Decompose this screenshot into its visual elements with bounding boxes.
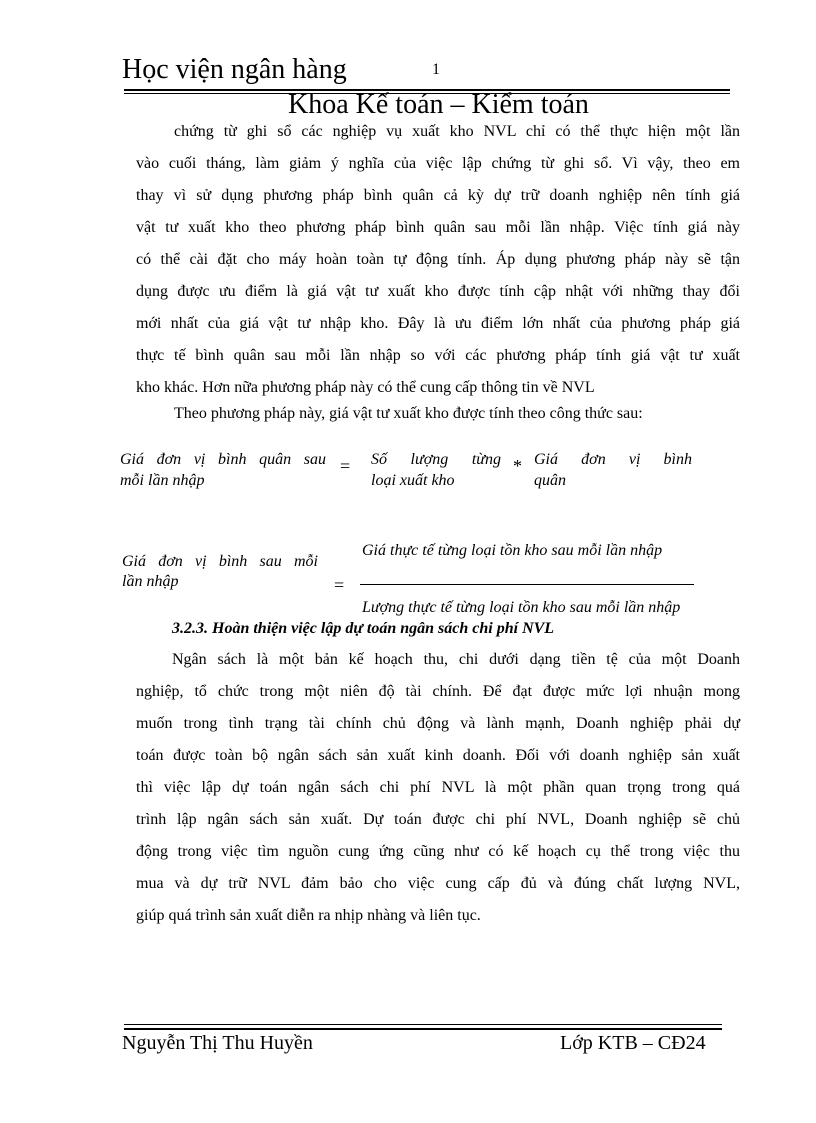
text-line: chứng từ ghi sổ các nghiệp vụ xuất kho NVL chỉ có thể thực hiện một lần — [174, 123, 740, 140]
formula1-mid-line1: Số lượng từng — [371, 451, 501, 468]
text-line: mới nhất của giá vật tư nhập kho. Đây là ưu điểm lớn nhất của phương pháp giá — [136, 315, 740, 332]
text-line: vào cuối tháng, làm giảm ý nghĩa của việc lập chứng từ ghi sổ. Vì vậy, theo em — [136, 155, 740, 172]
text-line: muốn trong tình trạng tài chính chủ động và lành mạnh, Doanh nghiệp phải dự — [136, 715, 740, 732]
formula2-denominator: Lượng thực tế từng loại tồn kho sau mỗi lần nhập — [362, 599, 681, 616]
formula1-left-line1: Giá đơn vị bình quân sau — [120, 451, 326, 468]
footer-class: Lớp KTB – CĐ24 — [560, 1032, 706, 1054]
text-line: Ngân sách là một bản kế hoạch thu, chi dưới dạng tiền tệ của một Doanh — [172, 651, 740, 668]
text-line: thực tế bình quân sau mỗi lần nhập so với các phương pháp tính giá vật tư xuất — [136, 347, 740, 364]
formula1-equals: = — [340, 456, 351, 476]
text-line: trình lập ngân sách sản xuất. Dự toán được chi phí NVL, Doanh nghiệp sẽ chủ — [136, 811, 740, 828]
text-line: nghiệp, tổ chức trong một niên độ tài chính. Để đạt được mức lợi nhuận mong — [136, 683, 740, 700]
text-line: thì việc lập dự toán ngân sách chi phí NVL là một phần quan trọng trong quá — [136, 779, 740, 796]
paragraph-3 — [136, 644, 740, 932]
formula1-right-line2: quân — [534, 472, 566, 489]
text-line: thay vì sử dụng phương pháp bình quân cả kỳ dự trữ doanh nghiệp nên tính giá — [136, 187, 740, 204]
formula1-right-line1: Giá đơn vị bình — [534, 451, 692, 468]
section-heading: 3.2.3. Hoàn thiện việc lập dự toán ngân sách chi phí NVL — [172, 620, 555, 637]
paragraph-2: Theo phương pháp này, giá vật tư xuất kho được tính theo công thức sau: — [174, 405, 643, 422]
text-line: dụng được ưu điểm là giá vật tư xuất kho được tính cập nhật với những thay đổi — [136, 283, 740, 300]
formula1-mid-line2: loại xuất kho — [371, 472, 455, 489]
text-line: động trong việc tìm nguồn cung ứng cũng như có kế hoạch cụ thể trong việc thu — [136, 843, 740, 860]
formula2-equals: = — [334, 575, 345, 595]
text-line: giúp quá trình sản xuất diễn ra nhịp nhàng và liên tục. — [136, 907, 481, 924]
header-faculty: Khoa Kế toán – Kiểm toán — [288, 89, 589, 120]
formula2-left-line1: Giá đơn vị bình sau mỗi — [122, 553, 318, 570]
formula2-left-line2: lần nhập — [122, 573, 179, 590]
footer-rule-top — [124, 1024, 722, 1025]
formula1-left-line2: mỗi lần nhập — [120, 472, 205, 489]
formula1-times: * — [513, 456, 522, 476]
footer-author: Nguyễn Thị Thu Huyền — [122, 1032, 313, 1054]
text-line: mua và dự trữ NVL đảm bảo cho việc cung cấp đủ và đúng chất lượng NVL, — [136, 875, 740, 892]
page-number: 1 — [432, 61, 440, 78]
text-line: kho khác. Hơn nữa phương pháp này có thể cung cấp thông tin về NVL — [136, 379, 595, 396]
text-line: toán được toàn bộ ngân sách sản xuất kinh doanh. Đối với doanh nghiệp sản xuất — [136, 747, 740, 764]
text-line: vật tư xuất kho theo phương pháp bình quân sau mỗi lần nhập. Việc tính giá này — [136, 219, 740, 236]
fraction-rule — [360, 584, 694, 585]
text-line: có thể cài đặt cho máy hoàn toàn tự động tính. Áp dụng phương pháp này sẽ tận — [136, 251, 740, 268]
paragraph-1 — [136, 116, 740, 404]
header-institution: Học viện ngân hàng — [122, 54, 347, 85]
formula2-numerator: Giá thực tế từng loại tồn kho sau mỗi lần nhập — [362, 542, 663, 559]
